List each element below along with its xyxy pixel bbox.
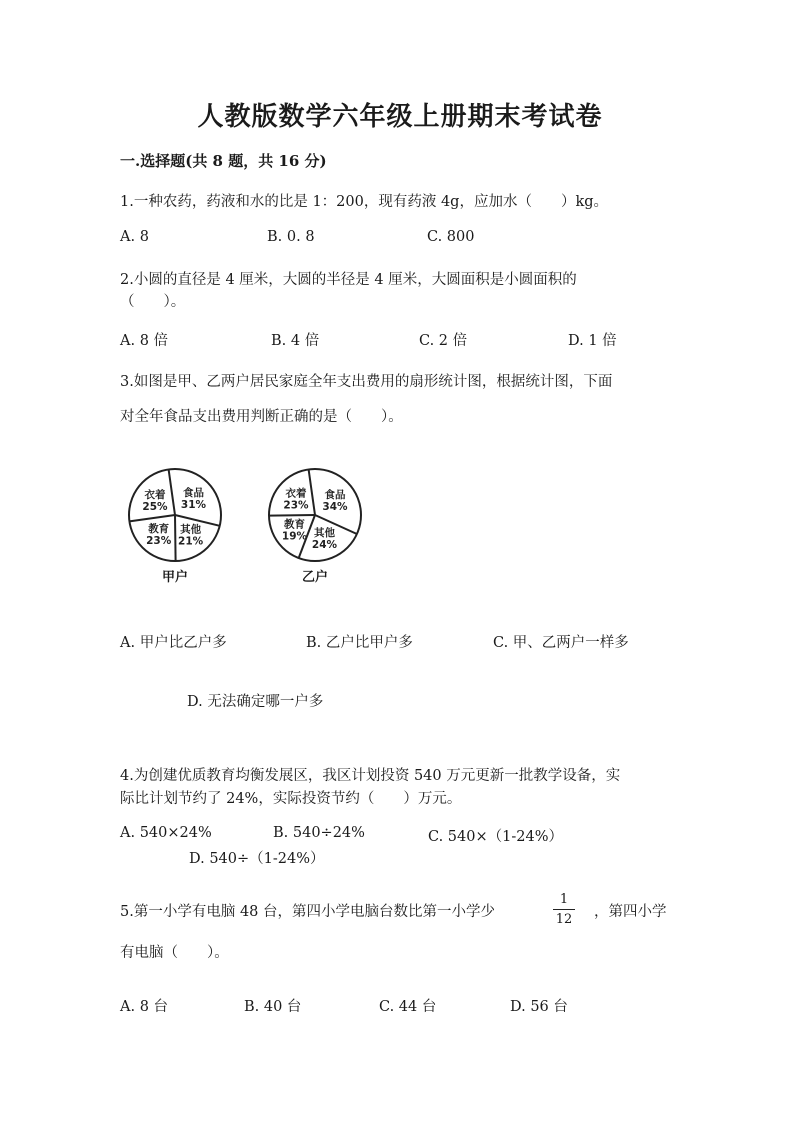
q5-option-a: A. 8 台 (120, 999, 169, 1015)
pie-caption-yi: 乙户 (302, 570, 329, 585)
q1-option-a: A. 8 (120, 229, 149, 245)
q5-option-c: C. 44 台 (379, 999, 437, 1015)
q3-option-d: D. 无法确定哪一户多 (187, 694, 324, 710)
pie-jia-slice-label: 教育 (148, 523, 170, 535)
pie-yi-slice-percent: 34% (322, 501, 348, 513)
pie-yi-slice-percent: 19% (281, 530, 308, 543)
q1-option-c: C. 800 (427, 229, 475, 245)
question-2-line1: 2.小圆的直径是 4 厘米，大圆的半径是 4 厘米，大圆面积是小圆面积的 (120, 272, 577, 288)
q5-option-d: D. 56 台 (510, 999, 568, 1015)
pie-jia-divider-3 (175, 515, 176, 561)
q2-option-c: C. 2 倍 (419, 333, 468, 349)
question-5-line1-before: 5.第一小学有电脑 48 台，第四小学电脑台数比第一小学少 (120, 904, 496, 920)
pie-chart-yi (260, 460, 370, 570)
fraction-bar (553, 909, 575, 910)
pie-yi-slice-percent: 24% (311, 539, 338, 552)
question-5-line1-after: ，第四小学 (594, 904, 667, 920)
section-heading: 一.选择题(共 8 题，共 16 分) (120, 152, 327, 170)
question-1-text: 1.一种农药，药液和水的比是 1：200，现有药液 4g，应加水（ ）kg。 (120, 194, 609, 210)
question-3-line2: 对全年食品支出费用判断正确的是（ ）。 (120, 409, 403, 425)
pie-caption-jia: 甲户 (162, 570, 189, 585)
pie-jia-slice-label: 衣着 (144, 489, 166, 501)
pie-yi-slice-percent: 23% (283, 499, 309, 512)
pie-yi-slice-label: 食品 (324, 489, 346, 501)
pie-jia-slice-percent: 21% (178, 535, 204, 548)
question-4-line2: 际比计划节约了 24%，实际投资节约（ ）万元。 (120, 791, 462, 807)
pie-jia-slice-label: 食品 (183, 487, 204, 500)
q4-option-d: D. 540÷（1-24%） (189, 851, 325, 867)
question-4-line1: 4.为创建优质教育均衡发展区，我区计划投资 540 万元更新一批教学设备，实 (120, 768, 621, 784)
pie-yi-slice-label: 其他 (314, 527, 335, 540)
q2-option-a: A. 8 倍 (120, 333, 169, 349)
pie-yi-slice-label: 教育 (284, 518, 305, 531)
question-3-line1: 3.如图是甲、乙两户居民家庭全年支出费用的扇形统计图，根据统计图，下面 (120, 374, 613, 390)
q2-option-d: D. 1 倍 (568, 333, 617, 349)
q4-option-b: B. 540÷24% (273, 825, 365, 841)
q2-option-b: B. 4 倍 (271, 333, 320, 349)
question-5-line2: 有电脑（ ）。 (120, 945, 229, 961)
pie-jia-slice-percent: 23% (146, 535, 172, 547)
q3-option-c: C. 甲、乙两户一样多 (493, 635, 629, 651)
question-2-line2: （ ）。 (120, 294, 186, 310)
q5-option-b: B. 40 台 (244, 999, 302, 1015)
pie-jia-slice-percent: 25% (142, 501, 168, 513)
q3-option-a: A. 甲户比乙户多 (120, 635, 227, 651)
q4-option-a: A. 540×24% (120, 825, 212, 841)
page-title: 人教版数学六年级上册期末考试卷 (197, 102, 603, 132)
fraction-one-twelfth (553, 893, 575, 926)
q3-option-b: B. 乙户比甲户多 (306, 635, 413, 651)
q4-option-c: C. 540×（1-24%） (428, 829, 563, 845)
pie-chart-jia (120, 460, 230, 570)
pie-jia-slice-label: 其他 (180, 523, 202, 536)
pie-yi-slice-label: 衣着 (285, 487, 307, 500)
fraction-denominator: 12 (555, 912, 573, 927)
pie-yi-divider-4 (269, 515, 315, 516)
q1-option-b: B. 0. 8 (267, 229, 315, 245)
pie-jia-slice-percent: 31% (180, 499, 207, 512)
fraction-numerator: 1 (559, 892, 569, 907)
